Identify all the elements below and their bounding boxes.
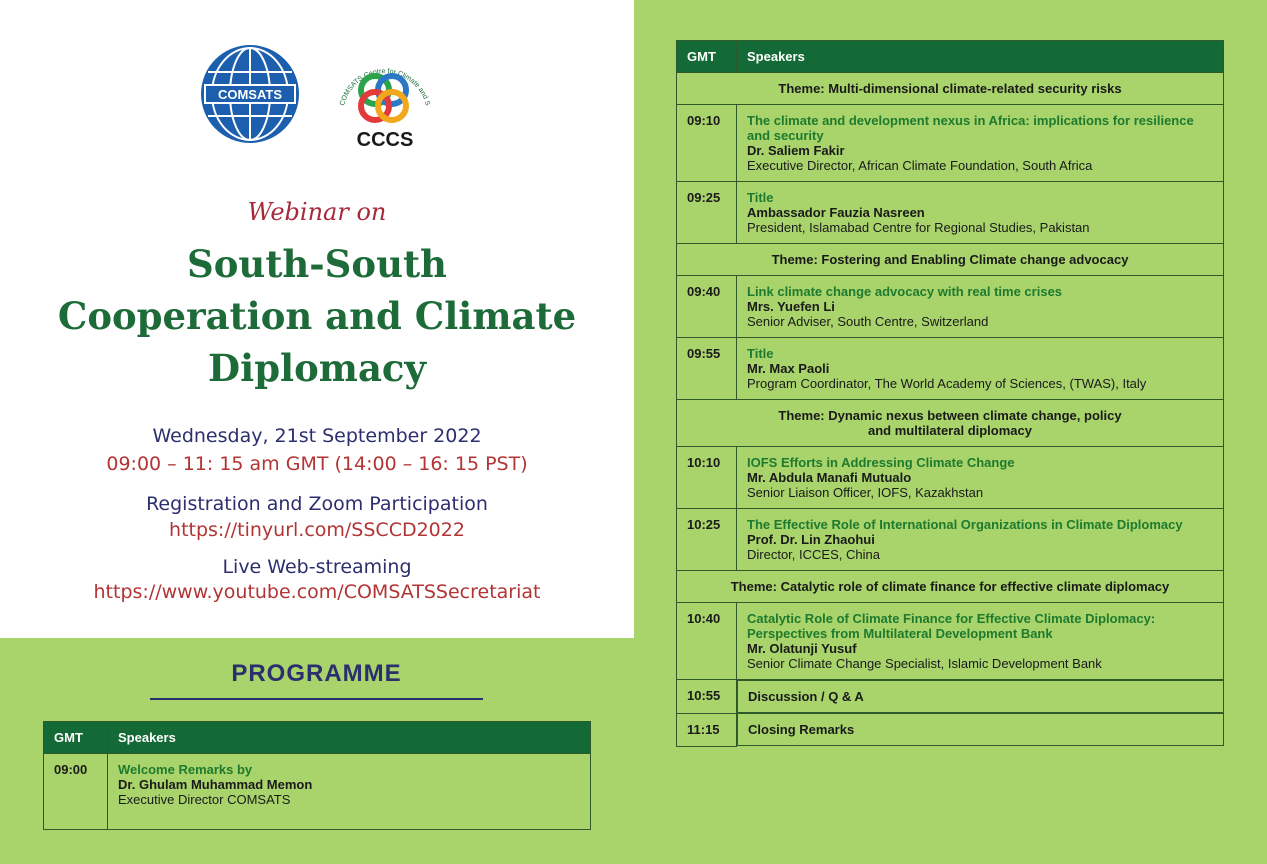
column-header-speakers: Speakers — [737, 41, 1224, 73]
session-cell — [737, 338, 1224, 400]
session-title: Closing Remarks — [737, 713, 1224, 746]
session-time: 10:40 — [677, 603, 737, 680]
theme-row — [677, 571, 1224, 603]
session-title: IOFS Efforts in Addressing Climate Change — [747, 455, 1015, 470]
session-time: 09:40 — [677, 276, 737, 338]
table-row — [677, 603, 1224, 680]
table-row — [677, 276, 1224, 338]
table-row — [677, 713, 1224, 746]
registration-link[interactable]: https://tinyurl.com/SSCCD2022 — [169, 519, 465, 541]
page-title — [30, 238, 604, 394]
session-time: 10:25 — [677, 509, 737, 571]
table-row — [677, 338, 1224, 400]
theme-title — [677, 400, 1224, 447]
table-row — [677, 680, 1224, 714]
session-title: Discussion / Q & A — [737, 680, 1224, 713]
theme-title: Theme: Multi-dimensional climate-related security risks — [677, 73, 1224, 105]
column-header-time: GMT — [44, 722, 108, 754]
session-time: 09:25 — [677, 182, 737, 244]
speaker-name: Mr. Olatunji Yusuf — [747, 641, 857, 656]
event-time: 09:00 – 11: 15 am GMT (14:00 – 16: 15 PST) — [106, 453, 528, 475]
session-title: Title — [747, 190, 774, 205]
title-line-1: South-South — [187, 242, 447, 286]
speaker-affiliation: Executive Director COMSATS — [118, 792, 291, 807]
session-time: 09:10 — [677, 105, 737, 182]
speaker-name: Mr. Max Paoli — [747, 361, 830, 376]
comsats-logo-text: COMSATS — [217, 87, 283, 102]
session-time: 10:55 — [677, 680, 737, 714]
webinar-on-label: Webinar on — [247, 198, 387, 226]
session-cell — [737, 509, 1224, 571]
event-date: Wednesday, 21st September 2022 — [152, 425, 482, 447]
table-header-row — [677, 41, 1224, 73]
session-cell — [737, 447, 1224, 509]
speaker-affiliation: Executive Director, African Climate Foundation, South Africa — [747, 158, 1093, 173]
speaker-name: Dr. Ghulam Muhammad Memon — [118, 777, 313, 792]
speaker-name: Mrs. Yuefen Li — [747, 299, 835, 314]
cccs-arc-text: COMSATS Centre for Climate and S — [339, 68, 431, 107]
speaker-name: Ambassador Fauzia Nasreen — [747, 205, 925, 220]
theme-title-line-1: Theme: Dynamic nexus between climate change, policy — [778, 408, 1122, 423]
speaker-name: Prof. Dr. Lin Zhaohui — [747, 532, 875, 547]
programme-table-left — [43, 721, 591, 830]
speaker-affiliation: Senior Liaison Officer, IOFS, Kazakhstan — [747, 485, 984, 500]
programme-table-right — [676, 40, 1224, 747]
table-header-row — [44, 722, 591, 754]
comsats-logo — [200, 44, 300, 144]
theme-title: Theme: Fostering and Enabling Climate change advocacy — [677, 244, 1224, 276]
session-time: 09:00 — [44, 754, 108, 830]
session-cell — [108, 754, 591, 830]
session-title: Link climate change advocacy with real time crises — [747, 284, 1063, 299]
theme-title-line-2: and multilateral diplomacy — [868, 423, 1032, 438]
session-title: Title — [747, 346, 774, 361]
cccs-logo — [330, 44, 440, 154]
table-row — [44, 754, 591, 830]
speaker-affiliation: Senior Adviser, South Centre, Switzerland — [747, 314, 989, 329]
session-cell — [737, 603, 1224, 680]
speaker-affiliation: Senior Climate Change Specialist, Islamic Development Bank — [747, 656, 1102, 671]
speaker-affiliation: Director, ICCES, China — [747, 547, 880, 562]
session-cell — [737, 105, 1224, 182]
table-row — [677, 182, 1224, 244]
theme-title: Theme: Catalytic role of climate finance for effective climate diplomacy — [677, 571, 1224, 603]
table-row — [677, 447, 1224, 509]
table-row — [677, 509, 1224, 571]
session-title: Welcome Remarks by — [118, 762, 253, 777]
session-time: 11:15 — [677, 713, 737, 746]
cccs-logo-text: CCCS — [356, 129, 414, 151]
stream-label: Live Web-streaming — [222, 556, 412, 578]
programme-heading: PROGRAMME — [150, 660, 483, 700]
session-title: The Effective Role of International Organizations in Climate Diplomacy — [747, 517, 1183, 532]
column-header-time: GMT — [677, 41, 737, 73]
speaker-name: Mr. Abdula Manafi Mutualo — [747, 470, 912, 485]
theme-row — [677, 400, 1224, 447]
left-panel — [0, 0, 634, 638]
theme-row — [677, 244, 1224, 276]
title-line-2: Cooperation and Climate — [57, 294, 577, 338]
session-time: 09:55 — [677, 338, 737, 400]
session-time: 10:10 — [677, 447, 737, 509]
logo-area — [0, 44, 634, 154]
speaker-affiliation: President, Islamabad Centre for Regional Studies, Pakistan — [747, 220, 1090, 235]
registration-label: Registration and Zoom Participation — [146, 493, 488, 515]
session-cell — [737, 182, 1224, 244]
column-header-speakers: Speakers — [108, 722, 591, 754]
speaker-affiliation: Program Coordinator, The World Academy of Sciences, (TWAS), Italy — [747, 376, 1147, 391]
title-line-3: Diplomacy — [208, 346, 426, 390]
theme-row — [677, 73, 1224, 105]
stream-link[interactable]: https://www.youtube.com/COMSATSSecretariat — [93, 581, 541, 603]
table-row — [677, 105, 1224, 182]
speaker-name: Dr. Saliem Fakir — [747, 143, 845, 158]
session-title: The climate and development nexus in Africa: implications for resilience and security — [747, 113, 1194, 143]
session-cell — [737, 276, 1224, 338]
session-title: Catalytic Role of Climate Finance for Effective Climate Diplomacy: Perspectives from Multilateral Development Bank — [747, 611, 1156, 641]
